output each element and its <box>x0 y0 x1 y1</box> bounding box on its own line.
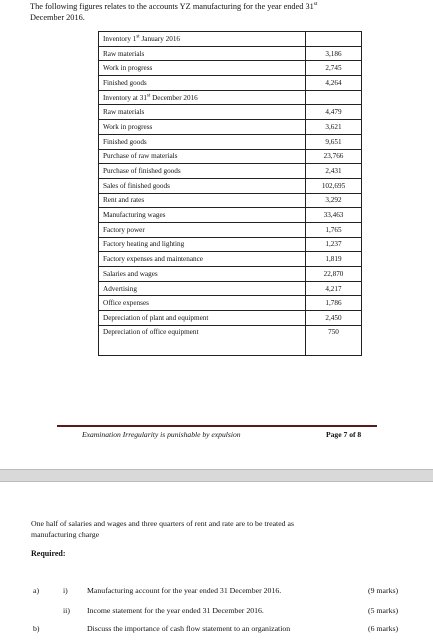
item-value: 3,186 <box>306 46 362 61</box>
question-text: Discuss the importance of cash flow statement to an organization <box>87 624 291 633</box>
required-heading: Required: <box>31 549 66 558</box>
empty-cell <box>306 90 362 105</box>
intro-line-2: December 2016. <box>30 12 85 22</box>
table-row <box>99 208 362 223</box>
table-row <box>99 164 362 179</box>
item-value: 1,819 <box>306 252 362 267</box>
item-label: Advertising <box>99 281 306 296</box>
item-value: 1,765 <box>306 222 362 237</box>
item-label: Raw materials <box>99 105 306 120</box>
table-row <box>99 267 362 282</box>
item-value: 2,745 <box>306 61 362 76</box>
item-value: 22,870 <box>306 267 362 282</box>
footer-notice: Examination Irregularity is punishable by expulsion <box>82 430 241 439</box>
empty-cell <box>306 32 362 47</box>
table-row <box>99 61 362 76</box>
opening-inventory-header: Inventory 1st January 2016 <box>99 32 306 47</box>
table-row <box>99 134 362 149</box>
item-label: Finished goods <box>99 134 306 149</box>
item-label: Work in progress <box>99 61 306 76</box>
question-number: i) <box>63 586 68 595</box>
footer-rule <box>57 425 377 427</box>
question-letter: a) <box>33 586 40 595</box>
item-label: Raw materials <box>99 46 306 61</box>
table-row <box>99 105 362 120</box>
intro-line-1: The following figures relates to the accounts YZ manufacturing for the year ended 31 <box>30 2 314 11</box>
question-text: Income statement for the year ended 31 December 2016. <box>87 606 264 615</box>
item-value: 4,479 <box>306 105 362 120</box>
table-row <box>99 76 362 91</box>
item-label: Depreciation of plant and equipment <box>99 311 306 326</box>
note-line-1: One half of salaries and wages and three quarters of rent and rate are to be treated as <box>31 519 295 528</box>
item-label: Depreciation of office equipment <box>99 325 306 355</box>
table-row <box>99 46 362 61</box>
item-label: Finished goods <box>99 76 306 91</box>
table-row <box>99 281 362 296</box>
item-value: 1,786 <box>306 296 362 311</box>
item-label: Factory expenses and maintenance <box>99 252 306 267</box>
item-label: Rent and rates <box>99 193 306 208</box>
page-8 <box>0 481 433 641</box>
closing-inventory-header: Inventory at 31st December 2016 <box>99 90 306 105</box>
item-label: Salaries and wages <box>99 267 306 282</box>
table-row <box>99 252 362 267</box>
item-value: 3,292 <box>306 193 362 208</box>
item-label: Purchase of finished goods <box>99 164 306 179</box>
intro-paragraph <box>30 2 410 23</box>
accounts-table <box>98 31 362 356</box>
question-marks: (9 marks) <box>368 586 399 595</box>
table-row <box>99 120 362 135</box>
item-value: 9,651 <box>306 134 362 149</box>
item-value: 4,217 <box>306 281 362 296</box>
item-value: 33,463 <box>306 208 362 223</box>
item-value: 4,264 <box>306 76 362 91</box>
item-label: Factory power <box>99 222 306 237</box>
item-value: 23,766 <box>306 149 362 164</box>
item-value: 3,621 <box>306 120 362 135</box>
question-text: Manufacturing account for the year ended 31 December 2016. <box>87 586 282 595</box>
table-row <box>99 149 362 164</box>
question-marks: (5 marks) <box>368 606 399 615</box>
table-row <box>99 325 362 355</box>
note-line-2: manufacturing charge <box>31 529 100 539</box>
item-value: 1,237 <box>306 237 362 252</box>
table-row <box>99 296 362 311</box>
table-row-closing-header <box>99 90 362 105</box>
item-label: Work in progress <box>99 120 306 135</box>
item-label: Office expenses <box>99 296 306 311</box>
item-value: 2,450 <box>306 311 362 326</box>
table-row <box>99 237 362 252</box>
table-row <box>99 193 362 208</box>
table-row <box>99 178 362 193</box>
page-number: Page 7 of 8 <box>326 430 362 439</box>
table-row <box>99 222 362 237</box>
question-letter: b) <box>33 624 40 633</box>
question-marks: (6 marks) <box>368 624 399 633</box>
item-value: 2,431 <box>306 164 362 179</box>
item-label: Factory heating and lighting <box>99 237 306 252</box>
table-row <box>99 311 362 326</box>
item-value: 102,695 <box>306 178 362 193</box>
item-label: Purchase of raw materials <box>99 149 306 164</box>
instruction-note <box>31 519 391 540</box>
intro-superscript: st <box>313 1 318 8</box>
question-number: ii) <box>63 606 70 615</box>
table-row-opening-header <box>99 32 362 47</box>
item-label: Sales of finished goods <box>99 178 306 193</box>
item-value: 750 <box>306 325 362 355</box>
item-label: Manufacturing wages <box>99 208 306 223</box>
